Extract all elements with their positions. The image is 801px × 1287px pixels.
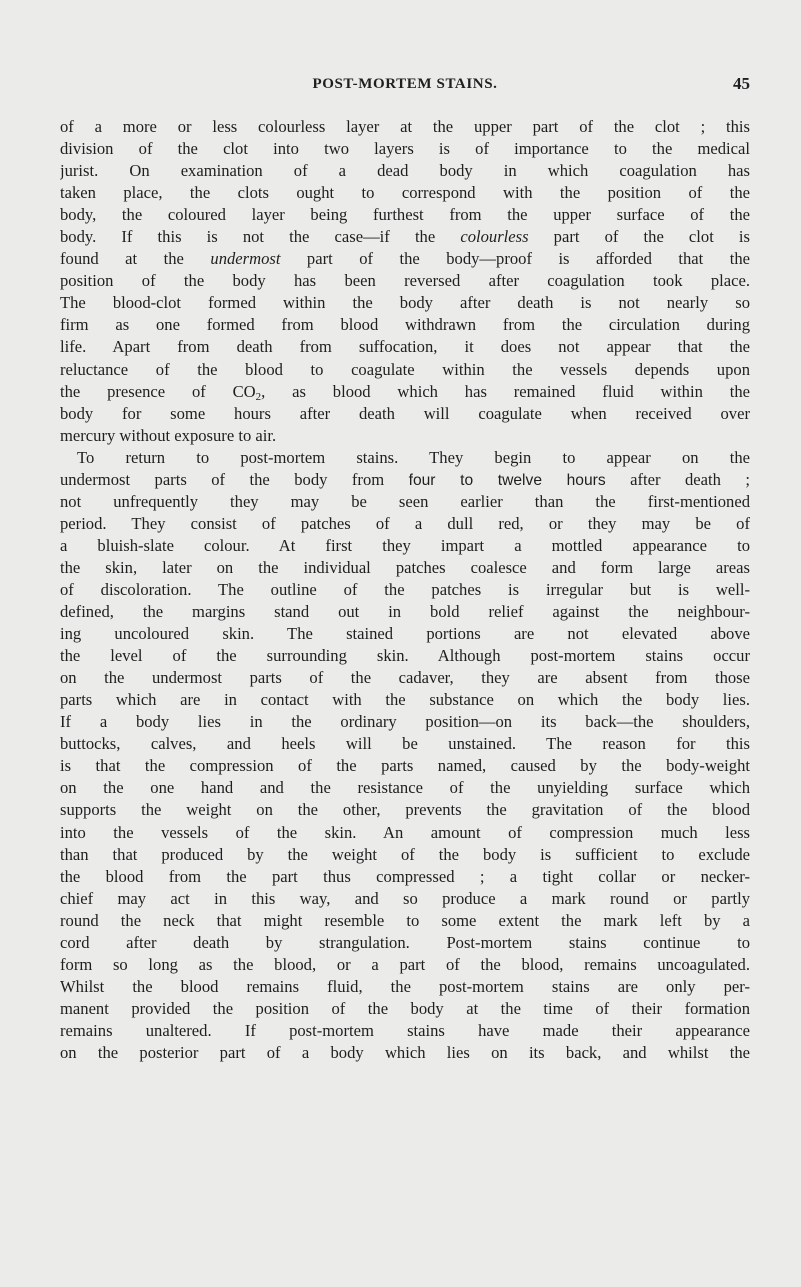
- page-number: 45: [733, 74, 750, 93]
- line-text: To return to post-mortem stains. They begin to appear on the: [77, 447, 750, 467]
- line-text: mercury without exposure to air.: [60, 425, 277, 445]
- line-text: not unfrequently they may be seen earlier than the first-mentioned: [60, 491, 750, 511]
- text-line: [60, 733, 750, 755]
- text-line: [60, 292, 750, 314]
- page-header: [60, 76, 750, 100]
- line-text: Whilst the blood remains fluid, the post-mortem stains are only per-: [60, 976, 750, 996]
- subscript-text: 2: [255, 390, 262, 403]
- text-line: [60, 425, 750, 447]
- text-line: [60, 711, 750, 733]
- text-line: [60, 976, 750, 998]
- text-line: [60, 579, 750, 601]
- line-text: of discoloration. The outline of the patches is irregular but is well-: [60, 579, 750, 599]
- body-text: [60, 116, 750, 1064]
- text-line: [60, 777, 750, 799]
- running-head: POST-MORTEM STAINS.: [312, 76, 498, 92]
- line-text: firm as one formed from blood withdrawn from the circulation during: [60, 315, 750, 335]
- line-text: of a more or less colourless layer at the upper part of the clot ; this: [60, 117, 750, 136]
- text-line: [60, 359, 750, 381]
- text-line: [60, 204, 750, 226]
- text-line: [60, 513, 750, 535]
- line-text: a bluish-slate colour. At first they impart a mottled appearance to: [60, 535, 750, 555]
- line-text: the skin, later on the individual patches coalesce and form large areas: [60, 557, 750, 577]
- text-line: [60, 336, 750, 358]
- line-text: The blood-clot formed within the body after death is not nearly so: [60, 293, 750, 313]
- text-line: [60, 799, 750, 821]
- line-text: life. Apart from death from suffocation, it does not appear that the: [60, 337, 750, 357]
- line-text: chief may act in this way, and so produce a mark round or partly: [60, 888, 750, 908]
- text-line: [60, 932, 750, 954]
- text-line: [60, 535, 750, 557]
- line-text-continued: part of the body—proof is afforded that the: [280, 249, 750, 269]
- line-text: into the vessels of the skin. An amount of compression much less: [60, 822, 750, 842]
- text-line: [60, 645, 750, 667]
- line-text: position of the body has been reversed after coagulation took place.: [60, 271, 750, 291]
- text-line: [60, 226, 750, 248]
- line-text: the level of the surrounding skin. Although post-mortem stains occur: [60, 646, 750, 666]
- line-text: form so long as the blood, or a part of the blood, remains uncoagulated.: [60, 954, 750, 974]
- text-line: [60, 1042, 750, 1064]
- text-line: [60, 381, 750, 403]
- line-text: buttocks, calves, and heels will be unstained. The reason for this: [60, 734, 750, 754]
- line-text: body, the coloured layer being furthest from the upper surface of the: [60, 205, 750, 225]
- line-text: supports the weight on the other, prevents the gravitation of the blood: [60, 800, 750, 820]
- text-line: [60, 601, 750, 623]
- emphasized-text: four to twelve hours: [408, 471, 606, 489]
- text-line: [60, 667, 750, 689]
- line-text: parts which are in contact with the substance on which the body lies.: [60, 690, 750, 710]
- line-text: found at the: [60, 249, 211, 269]
- line-text: on the posterior part of a body which lies on its back, and whilst the: [60, 1042, 750, 1062]
- line-text: than that produced by the weight of the body is sufficient to exclude: [60, 844, 750, 864]
- text-line: [60, 755, 750, 777]
- text-line: [60, 248, 750, 270]
- text-line: [60, 844, 750, 866]
- line-text: manent provided the position of the body at the time of their formation: [60, 998, 750, 1018]
- line-text: body for some hours after death will coagulate when received over: [60, 403, 750, 423]
- line-text: defined, the margins stand out in bold relief against the neighbour-: [60, 602, 750, 622]
- text-line: [60, 116, 750, 138]
- text-line: [60, 270, 750, 292]
- text-line: [60, 491, 750, 513]
- line-text: the blood from the part thus compressed ; a tight collar or necker-: [60, 866, 750, 886]
- line-text: is that the compression of the parts named, caused by the body-weight: [60, 756, 750, 776]
- text-line: [60, 403, 750, 425]
- line-text: remains unaltered. If post-mortem stains have made their appearance: [60, 1020, 750, 1040]
- line-text-continued: after death ;: [605, 469, 750, 489]
- text-line: [60, 822, 750, 844]
- text-line: [60, 182, 750, 204]
- line-text: on the one hand and the resistance of the unyielding surface which: [60, 778, 750, 798]
- text-line: [60, 447, 750, 469]
- line-text: period. They consist of patches of a dull red, or they may be of: [60, 513, 750, 533]
- line-text: jurist. On examination of a dead body in which coagulation has: [60, 161, 750, 181]
- line-text: reluctance of the blood to coagulate within the vessels depends upon: [60, 359, 750, 379]
- text-line: [60, 314, 750, 336]
- line-text: body. If this is not the case—if the: [60, 227, 461, 247]
- line-text: ing uncoloured skin. The stained portions are not elevated above: [60, 624, 750, 644]
- text-line: [60, 623, 750, 645]
- line-text: taken place, the clots ought to correspond with the position of the: [60, 183, 750, 203]
- text-line: [60, 1020, 750, 1042]
- italic-text: undermost: [210, 249, 281, 269]
- text-line: [60, 469, 750, 491]
- line-text: on the undermost parts of the cadaver, they are absent from those: [60, 668, 750, 688]
- text-line: [60, 138, 750, 160]
- text-line: [60, 866, 750, 888]
- italic-text: colourless: [460, 227, 529, 247]
- text-line: [60, 160, 750, 182]
- text-line: [60, 689, 750, 711]
- line-text: cord after death by strangulation. Post-mortem stains continue to: [60, 932, 750, 952]
- line-text: the presence of CO: [60, 381, 256, 401]
- line-text: If a body lies in the ordinary position—on its back—the shoulders,: [60, 712, 750, 732]
- text-line: [60, 888, 750, 910]
- line-text-continued: , as blood which has remained fluid within the: [261, 381, 750, 401]
- text-line: [60, 954, 750, 976]
- line-text: undermost parts of the body from: [60, 469, 409, 489]
- line-text: round the neck that might resemble to some extent the mark left by a: [60, 910, 750, 930]
- text-line: [60, 557, 750, 579]
- line-text: division of the clot into two layers is of importance to the medical: [60, 139, 750, 159]
- text-line: [60, 998, 750, 1020]
- line-text-continued: part of the clot is: [528, 227, 750, 247]
- text-line: [60, 910, 750, 932]
